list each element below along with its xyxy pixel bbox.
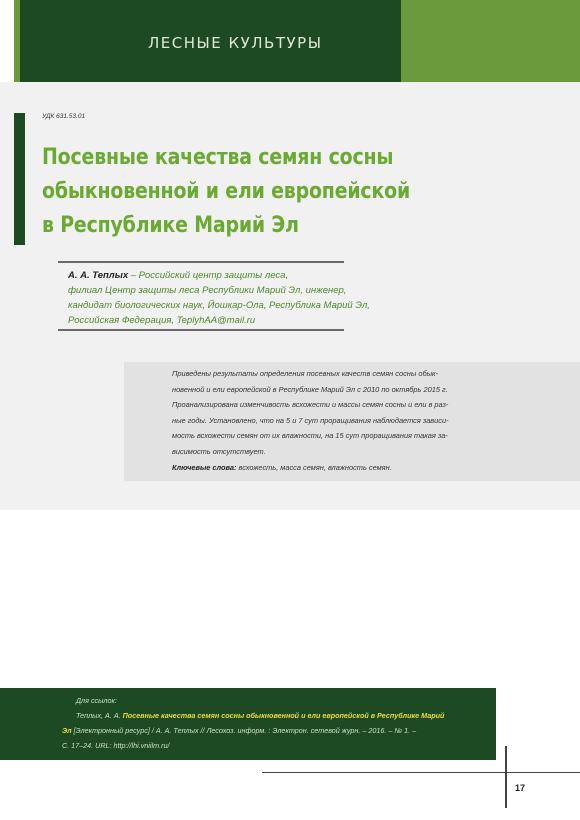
abstract-line: Приведены результаты определения посевных качеств семян сосны обык- [172, 369, 438, 378]
udk-code: УДК 631.53.01 [42, 113, 86, 120]
citation-url: С. 17–24. URL: http://lhi.vniilm.ru/ [62, 741, 170, 750]
abstract-line: мость всхожести семян от их влажности, на 15 сут проращивания такая за- [172, 431, 448, 441]
header-left-margin [0, 0, 14, 82]
citation-text [62, 693, 502, 753]
author-info [68, 268, 488, 328]
header-accent-stripe [14, 0, 20, 82]
author-affiliation-line: кандидат биологических наук, Йошкар-Ола, Республика Марий Эл, [68, 300, 370, 311]
section-title: ЛЕСНЫЕ КУЛЬТУРЫ [148, 34, 323, 52]
header-band-right [401, 0, 580, 82]
page-number: 17 [515, 783, 526, 793]
keywords [172, 460, 472, 476]
author-affiliation-line: филиал Центр защиты леса Республики Марий Эл, инженер, [68, 285, 347, 296]
keywords-label: Ключевые слова: [172, 462, 237, 472]
abstract-text [172, 366, 472, 475]
title-accent-bar [14, 113, 25, 245]
abstract-line: новенной и ели европейской в Республике Марий Эл с 2010 по октябрь 2015 г. [172, 384, 448, 394]
citation-title: Посевные качества семян сосны обыкновенной и ели европейской в Республике Марий [122, 711, 445, 720]
footer-divider [505, 746, 507, 808]
author-name: А. А. Теплых [68, 270, 129, 281]
citation-author: Теплых, А. А. [76, 711, 123, 720]
abstract-line: ные годы. Установлено, что на 5 и 7 сут проращивания наблюдается зависи- [172, 415, 449, 425]
keywords-list: всхожесть, масса семян, влажность семян. [236, 462, 392, 472]
author-rule-top [58, 261, 344, 263]
author-affiliation-line: – Российский центр защиты леса, [128, 270, 289, 281]
title-line: в Республике Марий Эл [42, 213, 299, 238]
article-title [42, 141, 472, 243]
abstract-line: висимость отсутствует. [172, 446, 266, 456]
citation-label: Для ссылок: [76, 696, 117, 705]
author-rule-bottom [58, 329, 344, 331]
author-affiliation-line: Российская Федерация, TeplyhAA@mail.ru [68, 315, 256, 326]
citation-title-end: Эл [62, 726, 72, 735]
footer-rule [262, 772, 580, 773]
title-line: обыкновенной и ели европейской [42, 179, 411, 204]
title-line: Посевные качества семян сосны [42, 145, 394, 170]
citation-source: [Электронный ресурс] / А. А. Теплых // Лесохоз. информ. : Электрон. сетевой журн. – 2016. – № 1. – [71, 726, 417, 735]
abstract-line: Проанализирована изменчивость всхожести и массы семян сосны и ели в раз- [172, 400, 449, 410]
